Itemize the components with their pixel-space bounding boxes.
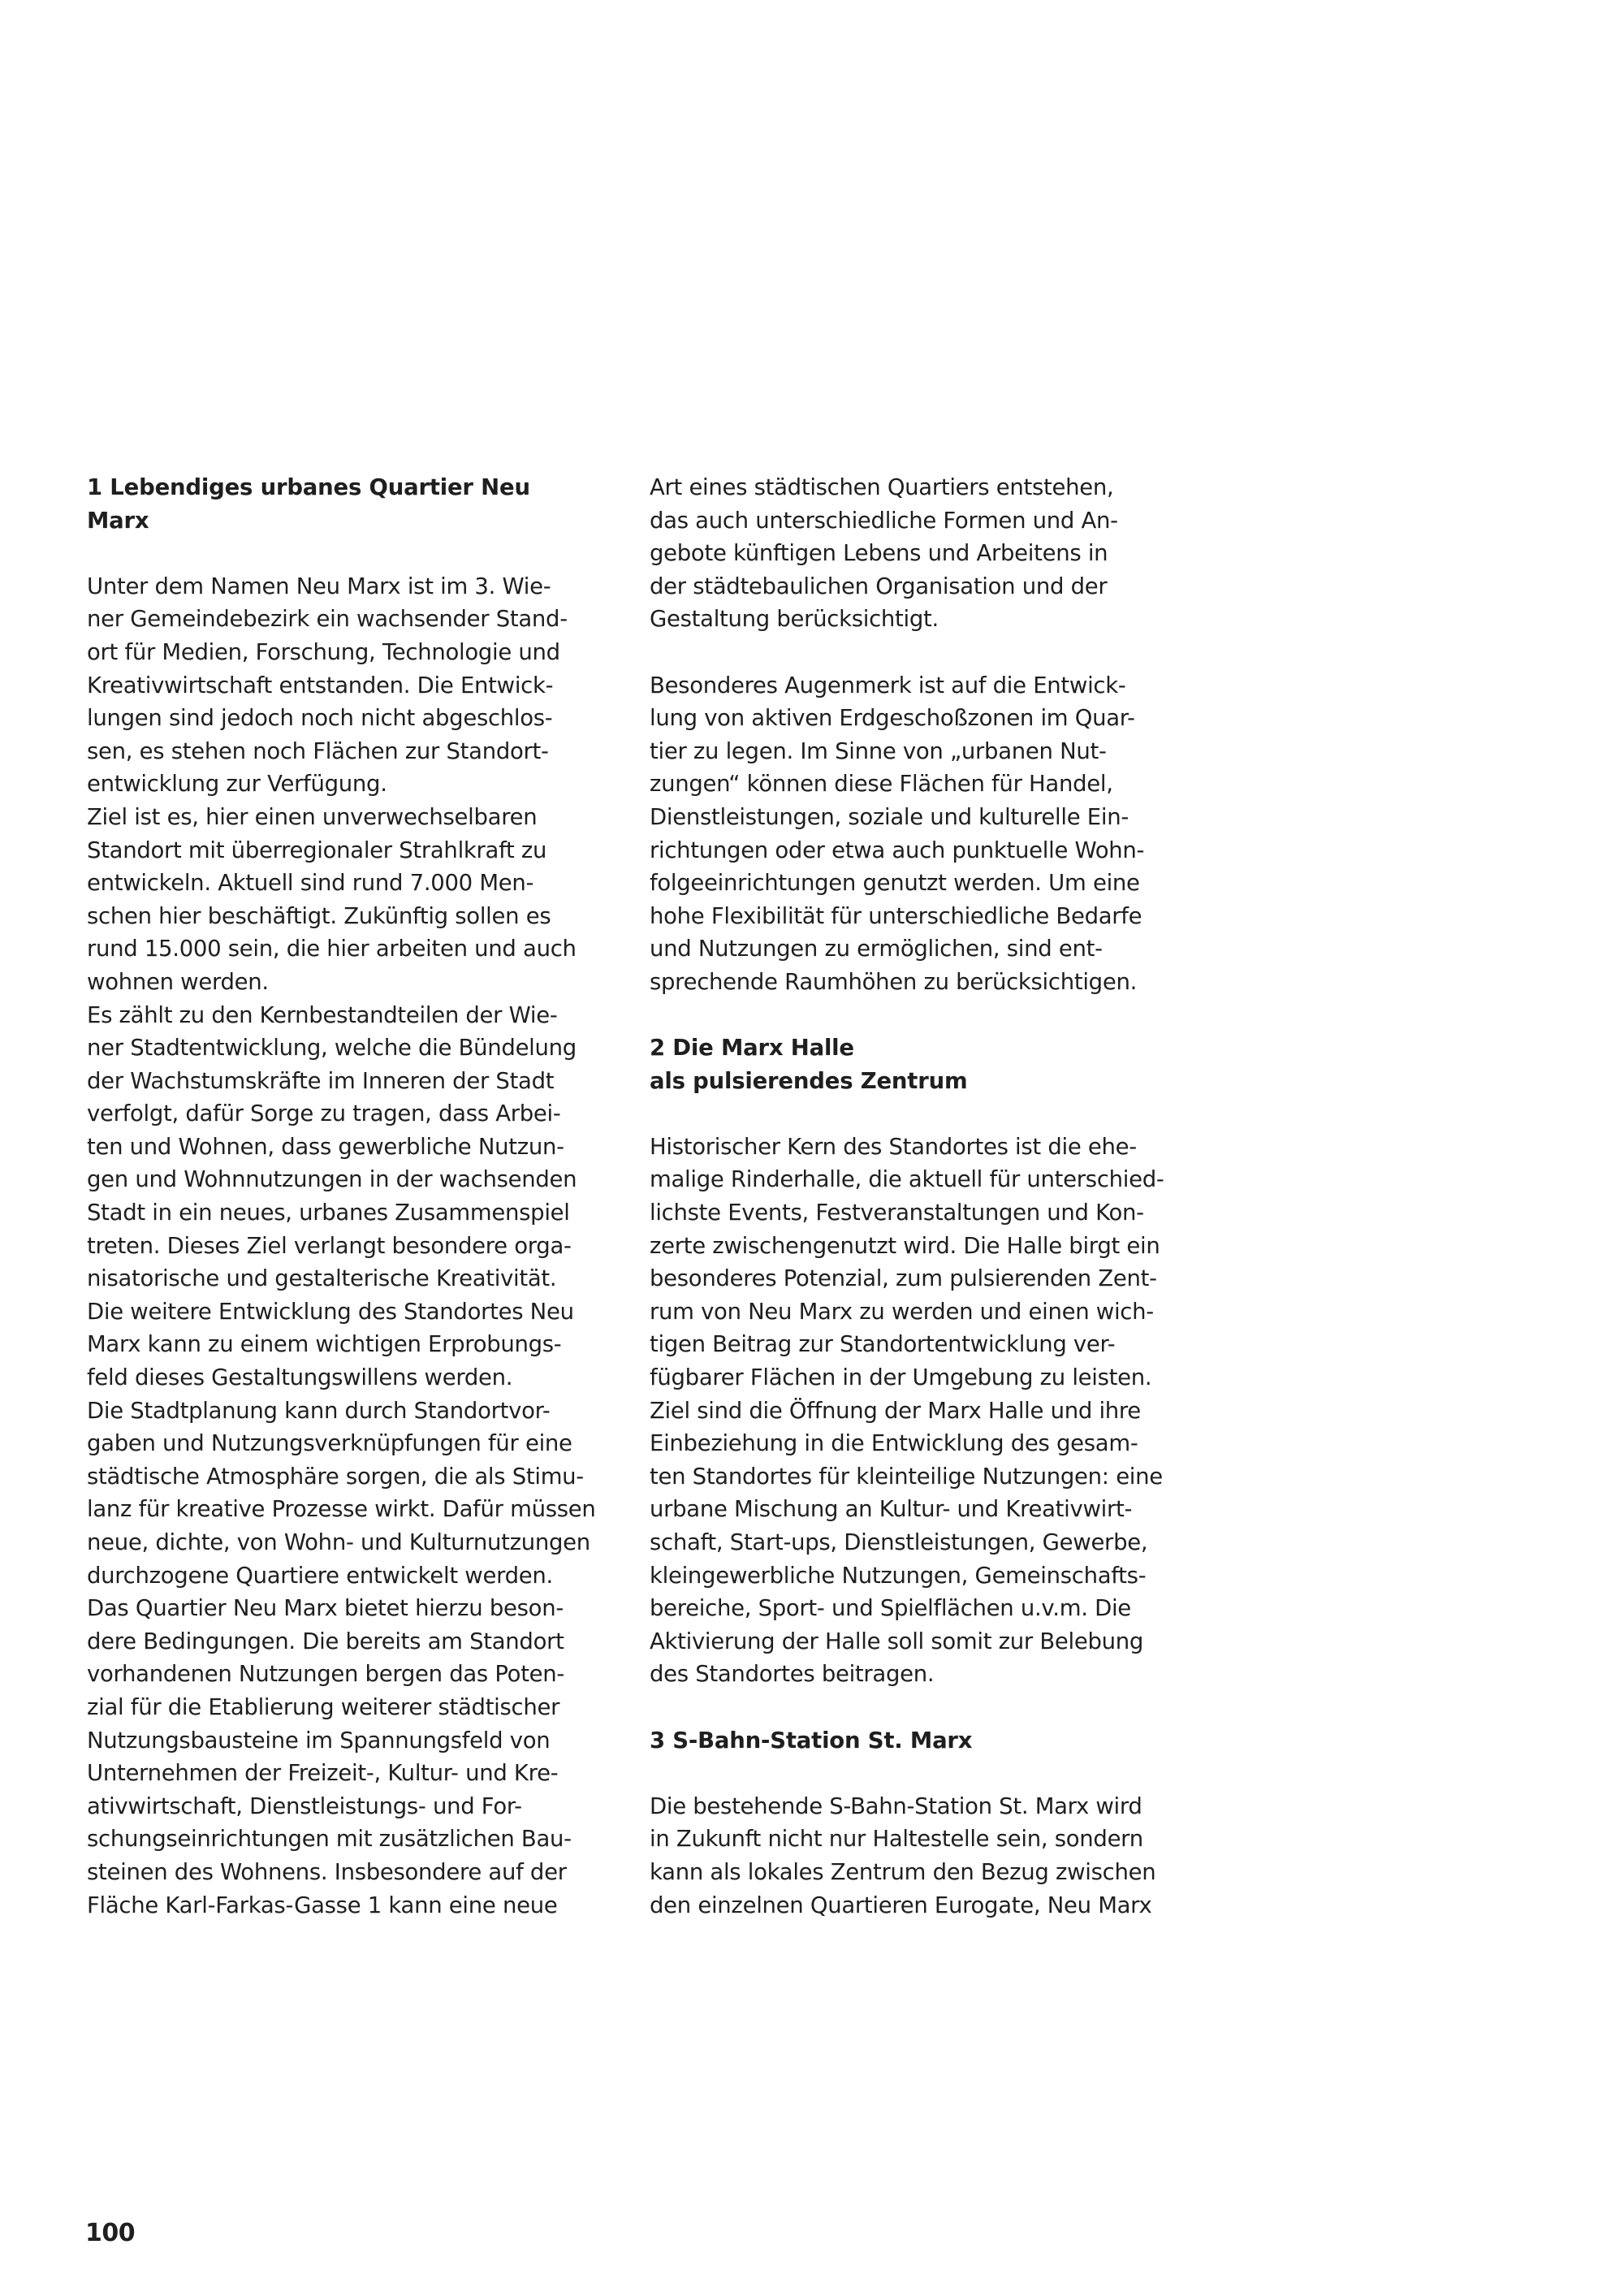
text-line: steinen des Wohnens. Insbesondere auf der	[87, 1858, 567, 1885]
text-line: hohe Flexibilität für unterschiedliche Bedarfe	[650, 902, 1142, 929]
text-line: zungen“ können diese Flächen für Handel,	[650, 771, 1113, 798]
text-line: städtische Atmosphäre sorgen, die als Stimu-	[87, 1463, 584, 1490]
text-line: neue, dichte, von Wohn- und Kulturnutzungen	[87, 1529, 590, 1555]
text-line: Marx	[87, 507, 149, 534]
section-heading	[87, 471, 623, 537]
text-line: zial für die Etablierung weiterer städtischer	[87, 1693, 560, 1720]
text-line: Die weitere Entwicklung des Standortes Neu	[87, 1298, 574, 1325]
body-paragraph	[650, 471, 1186, 636]
text-line: verfolgt, dafür Sorge zu tragen, dass Arbei-	[87, 1101, 561, 1127]
text-line: ner Gemeindebezirk ein wachsender Stand-	[87, 606, 568, 633]
text-line: Stadt in ein neues, urbanes Zusammenspiel	[87, 1200, 570, 1226]
text-line: Gestaltung berücksichtigt.	[650, 606, 939, 633]
text-line: und Nutzungen zu ermöglichen, sind ent-	[650, 936, 1103, 962]
text-line: nisatorische und gestalterische Kreativität.	[87, 1265, 557, 1292]
paragraph-spacing	[87, 537, 623, 570]
text-line: schungseinrichtungen mit zusätzlichen Bau-	[87, 1826, 572, 1853]
text-line: lungen sind jedoch noch nicht abgeschlos-	[87, 705, 553, 732]
text-line: Die bestehende S-Bahn-Station St. Marx wird	[650, 1792, 1142, 1819]
text-line: folgeeinrichtungen genutzt werden. Um eine	[650, 870, 1140, 897]
text-line: treten. Dieses Ziel verlangt besondere orga-	[87, 1232, 572, 1259]
text-line: der Wachstumskräfte im Inneren der Stadt	[87, 1067, 555, 1094]
text-line: schaft, Start-ups, Dienstleistungen, Gewerbe,	[650, 1529, 1148, 1555]
text-line: Besonderes Augenmerk ist auf die Entwick-	[650, 672, 1126, 698]
text-line: kleingewerbliche Nutzungen, Gemeinschafts-	[650, 1562, 1147, 1589]
text-line: Das Quartier Neu Marx bietet hierzu beson-	[87, 1595, 564, 1622]
body-paragraph	[650, 1131, 1186, 1691]
text-line: tigen Beitrag zur Standortentwicklung ver-	[650, 1331, 1116, 1358]
text-line: Dienstleistungen, soziale und kulturelle Ein-	[650, 803, 1129, 830]
text-line: lanz für kreative Prozesse wirkt. Dafür müssen	[87, 1496, 596, 1523]
text-line: Die Stadtplanung kann durch Standortvor-	[87, 1397, 551, 1424]
text-line: gen und Wohnnutzungen in der wachsenden	[87, 1166, 577, 1193]
text-line: Marx kann zu einem wichtigen Erprobungs-	[87, 1331, 562, 1358]
section-heading	[650, 1724, 1186, 1758]
text-line: durchzogene Quartiere entwickelt werden.	[87, 1562, 553, 1589]
right-column	[650, 471, 1186, 1922]
body-paragraph	[87, 570, 623, 1922]
text-line: richtungen oder etwa auch punktuelle Wohn-	[650, 837, 1145, 863]
text-line: fügbarer Flächen in der Umgebung zu leisten.	[650, 1364, 1152, 1391]
text-line: Historischer Kern des Standortes ist die ehe-	[650, 1133, 1137, 1160]
text-line: das auch unterschiedliche Formen und An-	[650, 507, 1118, 534]
text-line: in Zukunft nicht nur Haltestelle sein, sondern	[650, 1826, 1143, 1853]
text-line: gaben und Nutzungsverknüpfungen für eine	[87, 1430, 572, 1457]
text-line: Standort mit überregionaler Strahlkraft zu	[87, 837, 547, 863]
text-line: kann als lokales Zentrum den Bezug zwischen	[650, 1858, 1156, 1885]
text-line: lichste Events, Festveranstaltungen und Kon-	[650, 1200, 1144, 1226]
text-line: besonderes Potenzial, zum pulsierenden Zent-	[650, 1265, 1157, 1292]
text-line: ativwirtschaft, Dienstleistungs- und For-	[87, 1792, 522, 1819]
text-line: Art eines städtischen Quartiers entstehen,	[650, 474, 1114, 500]
text-line: zerte zwischengenutzt wird. Die Halle birgt ein	[650, 1232, 1160, 1259]
text-line: Ziel ist es, hier einen unverwechselbaren	[87, 803, 538, 830]
paragraph-spacing	[650, 999, 1186, 1032]
text-line: sprechende Raumhöhen zu berücksichtigen.	[650, 968, 1138, 995]
text-line: 3 S-Bahn-Station St. Marx	[650, 1727, 973, 1754]
text-line: Ziel sind die Öffnung der Marx Halle und ihre	[650, 1397, 1141, 1424]
body-paragraph	[650, 669, 1186, 999]
text-line: lung von aktiven Erdgeschoßzonen im Quar-	[650, 705, 1135, 732]
text-line: Unter dem Namen Neu Marx ist im 3. Wie-	[87, 573, 551, 599]
text-line: wohnen werden.	[87, 968, 269, 995]
text-line: Einbeziehung in die Entwicklung des gesam-	[650, 1430, 1138, 1457]
text-line: entwickeln. Aktuell sind rund 7.000 Men-	[87, 870, 534, 897]
text-line: feld dieses Gestaltungswillens werden.	[87, 1364, 513, 1391]
paragraph-spacing	[650, 1757, 1186, 1790]
paragraph-spacing	[650, 1097, 1186, 1131]
text-line: Es zählt zu den Kernbestandteilen der Wie-	[87, 1001, 558, 1028]
text-line: Fläche Karl-Farkas-Gasse 1 kann eine neue	[87, 1892, 558, 1918]
text-line: rum von Neu Marx zu werden und einen wich-	[650, 1298, 1154, 1325]
text-line: urbane Mischung an Kultur- und Kreativwirt-	[650, 1496, 1133, 1523]
text-line: ten Standortes für kleinteilige Nutzungen: eine	[650, 1463, 1163, 1490]
text-line: vorhandenen Nutzungen bergen das Poten-	[87, 1661, 565, 1688]
text-line: malige Rinderhalle, die aktuell für unterschied-	[650, 1166, 1164, 1193]
text-line: tier zu legen. Im Sinne von „urbanen Nut-	[650, 737, 1107, 764]
text-line: Aktivierung der Halle soll somit zur Belebung	[650, 1628, 1144, 1654]
text-line: der städtebaulichen Organisation und der	[650, 573, 1108, 599]
text-line: 1 Lebendiges urbanes Quartier Neu	[87, 474, 530, 500]
text-line: Nutzungsbausteine im Spannungsfeld von	[87, 1727, 551, 1754]
text-line: ner Stadtentwicklung, welche die Bündelung	[87, 1035, 577, 1062]
text-line: dere Bedingungen. Die bereits am Standort	[87, 1628, 564, 1654]
section-heading	[650, 1031, 1186, 1097]
paragraph-spacing	[650, 636, 1186, 669]
text-line: schen hier beschäftigt. Zukünftig sollen es	[87, 902, 551, 929]
text-line: 2 Die Marx Halle	[650, 1035, 854, 1062]
text-line: als pulsierendes Zentrum	[650, 1067, 968, 1094]
text-line: sen, es stehen noch Flächen zur Standort-	[87, 737, 549, 764]
text-line: des Standortes beitragen.	[650, 1661, 935, 1688]
text-line: bereiche, Sport- und Spielflächen u.v.m. Die	[650, 1595, 1131, 1622]
text-line: ort für Medien, Forschung, Technologie und	[87, 638, 560, 665]
text-line: den einzelnen Quartieren Eurogate, Neu Marx	[650, 1892, 1152, 1918]
left-column	[87, 471, 623, 1922]
text-line: Kreativwirtschaft entstanden. Die Entwick-	[87, 672, 554, 698]
text-line: gebote künftigen Lebens und Arbeitens in	[650, 540, 1108, 567]
text-line: Unternehmen der Freizeit-, Kultur- und Kre-	[87, 1760, 559, 1787]
body-paragraph	[650, 1790, 1186, 1922]
text-line: ten und Wohnen, dass gewerbliche Nutzun-	[87, 1133, 564, 1160]
paragraph-spacing	[650, 1691, 1186, 1724]
text-line: rund 15.000 sein, die hier arbeiten und auch	[87, 936, 577, 962]
page-number: 100	[85, 2219, 136, 2247]
text-line: entwicklung zur Verfügung.	[87, 771, 387, 798]
